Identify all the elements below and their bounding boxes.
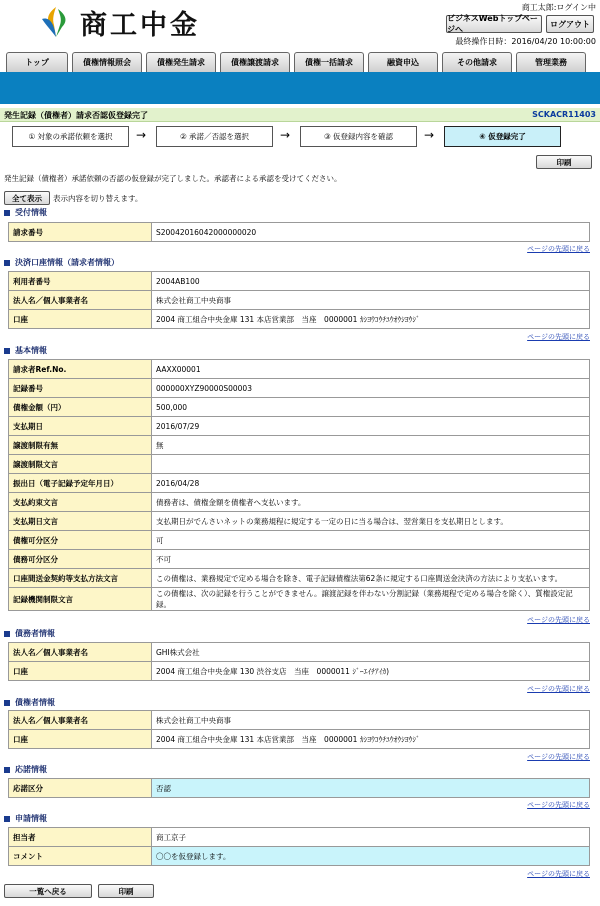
tab-loan-application[interactable]: 融資申込 [368, 52, 438, 72]
reception-table [8, 222, 590, 242]
table-row: 支払期日文言 支払期日がでんさいネットの業務規程に規定する一定の日に当る場合は、翌営業日を支払期日とします。 [9, 512, 590, 531]
show-all-button[interactable]: 全て表示 [4, 191, 50, 205]
back-to-top-link[interactable]: ページの先頭に戻る [527, 245, 590, 253]
section-debtor-title: 債務者情報 [4, 628, 55, 639]
print-button-top[interactable]: 印刷 [536, 155, 592, 169]
table-row: 口座 2004 商工組合中央金庫 130 渋谷支店 当座 0000011 ｼﾞｰｴｲﾁｱｲｶ) [9, 662, 590, 681]
section-creditor-title: 債権者情報 [4, 697, 55, 708]
user-login-status: 商工太郎:ログイン中 [521, 3, 596, 12]
table-row: 債権可分区分 可 [9, 531, 590, 550]
table-row: 口座 2004 商工組合中央金庫 131 本店営業部 当座 0000001 ｶｼﾖｳｺｳﾁﾕｳｵｳｼﾖｳｼﾞ [9, 310, 590, 329]
step-arrow-icon: → [136, 128, 147, 142]
table-row: 請求者Ref.No. AAXX00001 [9, 360, 590, 379]
page-title-bar [0, 108, 600, 122]
nav-band [0, 72, 600, 104]
table-row: 記録機関制限文言 この債権は、次の記録を行うことができません。譲渡記録を伴わない分割記録（業務規程で定める場合を除く）、質権設定記録。 [9, 588, 590, 611]
completion-message: 発生記録（債権者）承諾依頼の否認の仮登録が完了しました。承認者による承認を受けてください。 [4, 174, 342, 183]
tab-admin[interactable]: 管理業務 [516, 52, 586, 72]
section-bullet-icon [4, 631, 10, 637]
table-row: コメント 〇〇を仮登録します。 [9, 847, 590, 866]
show-all-note: 表示内容を切り替えます。 [53, 194, 143, 203]
logo [38, 4, 200, 40]
table-row: 利用者番号 2004AB100 [9, 272, 590, 291]
table-row: 支払期日 2016/07/29 [9, 417, 590, 436]
section-bullet-icon [4, 816, 10, 822]
creditor-table [8, 710, 590, 749]
table-row: 口座間送金契約等支払方法文言 この債権は、業務規定で定める場合を除き、電子記録債権法第62条に規定する口座間送金決済の方法により支払います。 [9, 569, 590, 588]
table-row: 法人名／個人事業者名 GHI株式会社 [9, 643, 590, 662]
basic-info-table [8, 359, 590, 611]
settlement-table [8, 271, 590, 329]
header [0, 0, 600, 48]
section-bullet-icon [4, 260, 10, 266]
back-to-top-link[interactable]: ページの先頭に戻る [527, 753, 590, 761]
back-to-top-link[interactable]: ページの先頭に戻る [527, 616, 590, 624]
section-response-title: 応諾情報 [4, 764, 47, 775]
tab-other-requests[interactable]: その他請求 [442, 52, 512, 72]
response-table [8, 778, 590, 798]
step-3: ③ 仮登録内容を確認 [300, 126, 417, 147]
table-row: 記録番号 000000XYZ90000S00003 [9, 379, 590, 398]
logo-text: 商工中金 [80, 9, 200, 41]
tab-claim-transfer[interactable]: 債権譲渡請求 [220, 52, 290, 72]
back-to-top-link[interactable]: ページの先頭に戻る [527, 333, 590, 341]
back-to-top-link[interactable]: ページの先頭に戻る [527, 685, 590, 693]
tab-bulk-request[interactable]: 債権一括請求 [294, 52, 364, 72]
section-bullet-icon [4, 700, 10, 706]
table-row: 債権金額（円） 500,000 [9, 398, 590, 417]
table-row: 口座 2004 商工組合中央金庫 131 本店営業部 当座 0000001 ｶｼﾖｳｺｳﾁﾕｳｵｳｼﾖｳｼﾞ [9, 730, 590, 749]
table-row: 応諾区分 否認 [9, 779, 590, 798]
step-4-current: ④ 仮登録完了 [444, 126, 561, 147]
table-row: 担当者 商工京子 [9, 828, 590, 847]
step-1: ① 対象の承諾依頼を選択 [12, 126, 129, 147]
step-arrow-icon: → [424, 128, 435, 142]
business-web-top-button[interactable]: ビジネスWebトップページへ [446, 15, 542, 33]
step-arrow-icon: → [280, 128, 291, 142]
section-bullet-icon [4, 767, 10, 773]
print-button-bottom[interactable]: 印刷 [98, 884, 154, 898]
table-row: 債務可分区分 不可 [9, 550, 590, 569]
step-2: ② 承諾／否認を選択 [156, 126, 273, 147]
table-row: 譲渡制限有無 無 [9, 436, 590, 455]
table-row: 法人名／個人事業者名 株式会社商工中央商事 [9, 711, 590, 730]
main-nav [0, 48, 600, 72]
section-application-title: 申請情報 [4, 813, 47, 824]
last-operation-time: 最終操作日時：2016/04/20 10:00:00 [455, 37, 596, 46]
tab-claim-issuance[interactable]: 債権発生請求 [146, 52, 216, 72]
debtor-table [8, 642, 590, 681]
table-row: 譲渡制限文言 [9, 455, 590, 474]
table-row: 請求番号 S20042016042000000020 [9, 223, 590, 242]
section-reception-title: 受付情報 [4, 207, 47, 218]
back-to-top-link[interactable]: ページの先頭に戻る [527, 870, 590, 878]
application-table [8, 827, 590, 866]
section-bullet-icon [4, 210, 10, 216]
table-row: 振出日（電子記録予定年月日） 2016/04/28 [9, 474, 590, 493]
section-bullet-icon [4, 348, 10, 354]
logout-button[interactable]: ログアウト [546, 15, 594, 33]
section-settlement-title: 決済口座情報（請求者情報） [4, 257, 119, 268]
screen-id: SCKACR11403 [532, 110, 596, 119]
back-to-top-link[interactable]: ページの先頭に戻る [527, 801, 590, 809]
back-to-list-button[interactable]: 一覧へ戻る [4, 884, 92, 898]
logo-mark-icon [38, 5, 74, 39]
table-row: 支払約束文言 債務者は、債権金額を債権者へ支払います。 [9, 493, 590, 512]
page-title: 発生記録（債権者）請求否認仮登録完了 [4, 111, 148, 120]
section-basic-title: 基本情報 [4, 345, 47, 356]
tab-top[interactable]: トップ [6, 52, 68, 72]
tab-claim-inquiry[interactable]: 債権情報照会 [72, 52, 142, 72]
table-row: 法人名／個人事業者名 株式会社商工中央商事 [9, 291, 590, 310]
